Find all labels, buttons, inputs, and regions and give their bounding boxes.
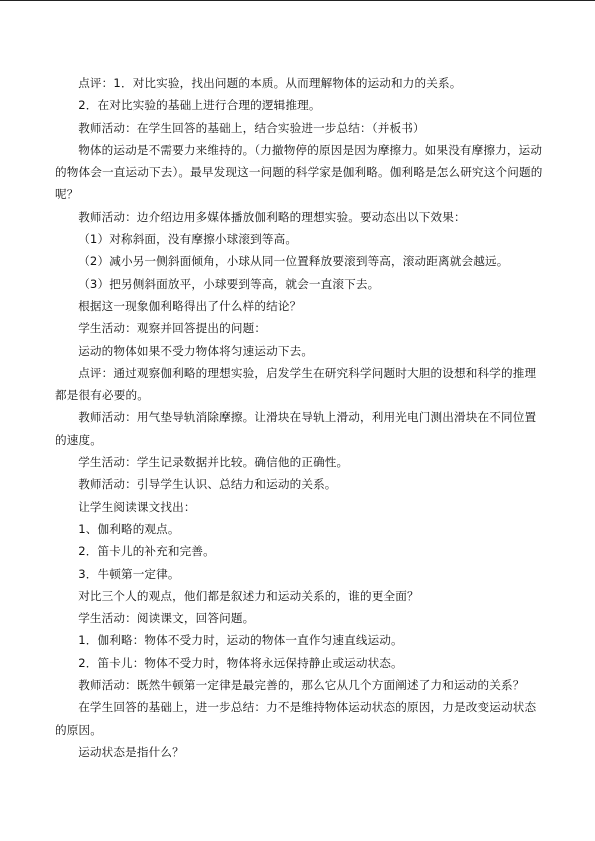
paragraph-teacher-newton: 教师活动：既然牛顿第一定律是最完善的，那么它从几个方面阐述了力和运动的关系？ xyxy=(78,678,525,693)
list-item-galileo-answer: 1．伽利略：物体不受力时，运动的物体一直作匀速直线运动。 xyxy=(78,633,403,648)
paragraph-effect-3: （3）把另侧斜面放平，小球要到等高，就会一直滚下去。 xyxy=(78,276,380,291)
paragraph-compare-views: 对比三个人的观点，他们都是叙述力和运动关系的，谁的更全面？ xyxy=(78,588,419,603)
paragraph-comment-2: 2．在对比实验的基础上进行合理的逻辑推理。 xyxy=(78,98,321,113)
paragraph-student-observe: 学生活动：观察并回答提出的问题： xyxy=(78,321,267,336)
paragraph-effect-2: （2）减小另一侧斜面倾角，小球从同一位置释放要滚到等高，滚动距离就会越远。 xyxy=(78,254,509,269)
paragraph-student-read: 学生活动：阅读课文，回答问题。 xyxy=(78,611,255,626)
paragraph-teacher-galileo: 教师活动：边介绍边用多媒体播放伽利略的理想实验。要动态出以下效果： xyxy=(78,209,466,224)
paragraph-comment-1: 点评：1．对比实验，找出问题的本质。从而理解物体的运动和力的关系。 xyxy=(78,76,462,90)
paragraph-teacher-air-track: 教师活动：用气垫导轨消除摩擦。让滑块在导轨上滑动，利用光电门测出滑块在不同位置的速度。 xyxy=(55,410,537,447)
paragraph-motion-state-question: 运动状态是指什么？ xyxy=(78,744,184,759)
paragraph-student-record: 学生活动：学生记录数据并比较。确信他的正确性。 xyxy=(78,455,349,470)
paragraph-student-answer: 运动的物体如果不受力物体将匀速运动下去。 xyxy=(78,343,314,358)
paragraph-teacher-guide: 教师活动：引导学生认识、总结力和运动的关系。 xyxy=(78,477,337,492)
header-rule xyxy=(0,0,595,1)
list-item-descartes: 2．笛卡儿的补充和完善。 xyxy=(78,544,215,559)
list-item-newton-law: 3．牛顿第一定律。 xyxy=(78,566,180,581)
list-item-galileo-view: 1、伽利略的观点。 xyxy=(78,521,180,536)
paragraph-teacher-summary: 教师活动：在学生回答的基础上，结合实验进一步总结：（并板书） xyxy=(78,120,425,135)
paragraph-motion-force: 物体的运动是不需要力来维持的。（力撤物停的原因是因为摩擦力。如果没有摩擦力，运动的物体会一直运动下去）。最早发现这一问题的科学家是伽利略。伽利略是怎么研究这个问题的呢？ xyxy=(55,142,543,202)
paragraph-summary-force: 在学生回答的基础上，进一步总结：力不是维持物体运动状态的原因，力是改变运动状态的原因。 xyxy=(55,700,537,737)
paragraph-question-conclusion: 根据这一现象伽利略得出了什么样的结论？ xyxy=(78,298,302,313)
paragraph-effect-1: （1）对称斜面，没有摩擦小球滚到等高。 xyxy=(78,232,298,247)
paragraph-comment-ideal-experiment: 点评：通过观察伽利略的理想实验，启发学生在研究科学问题时大胆的设想和科学的推理都是很有必要的。 xyxy=(55,365,537,403)
paragraph-read-text: 让学生阅读课文找出： xyxy=(78,499,196,514)
list-item-descartes-answer: 2．笛卡儿：物体不受力时，物体将永远保持静止或运动状态。 xyxy=(78,655,403,670)
document-body xyxy=(55,72,545,763)
